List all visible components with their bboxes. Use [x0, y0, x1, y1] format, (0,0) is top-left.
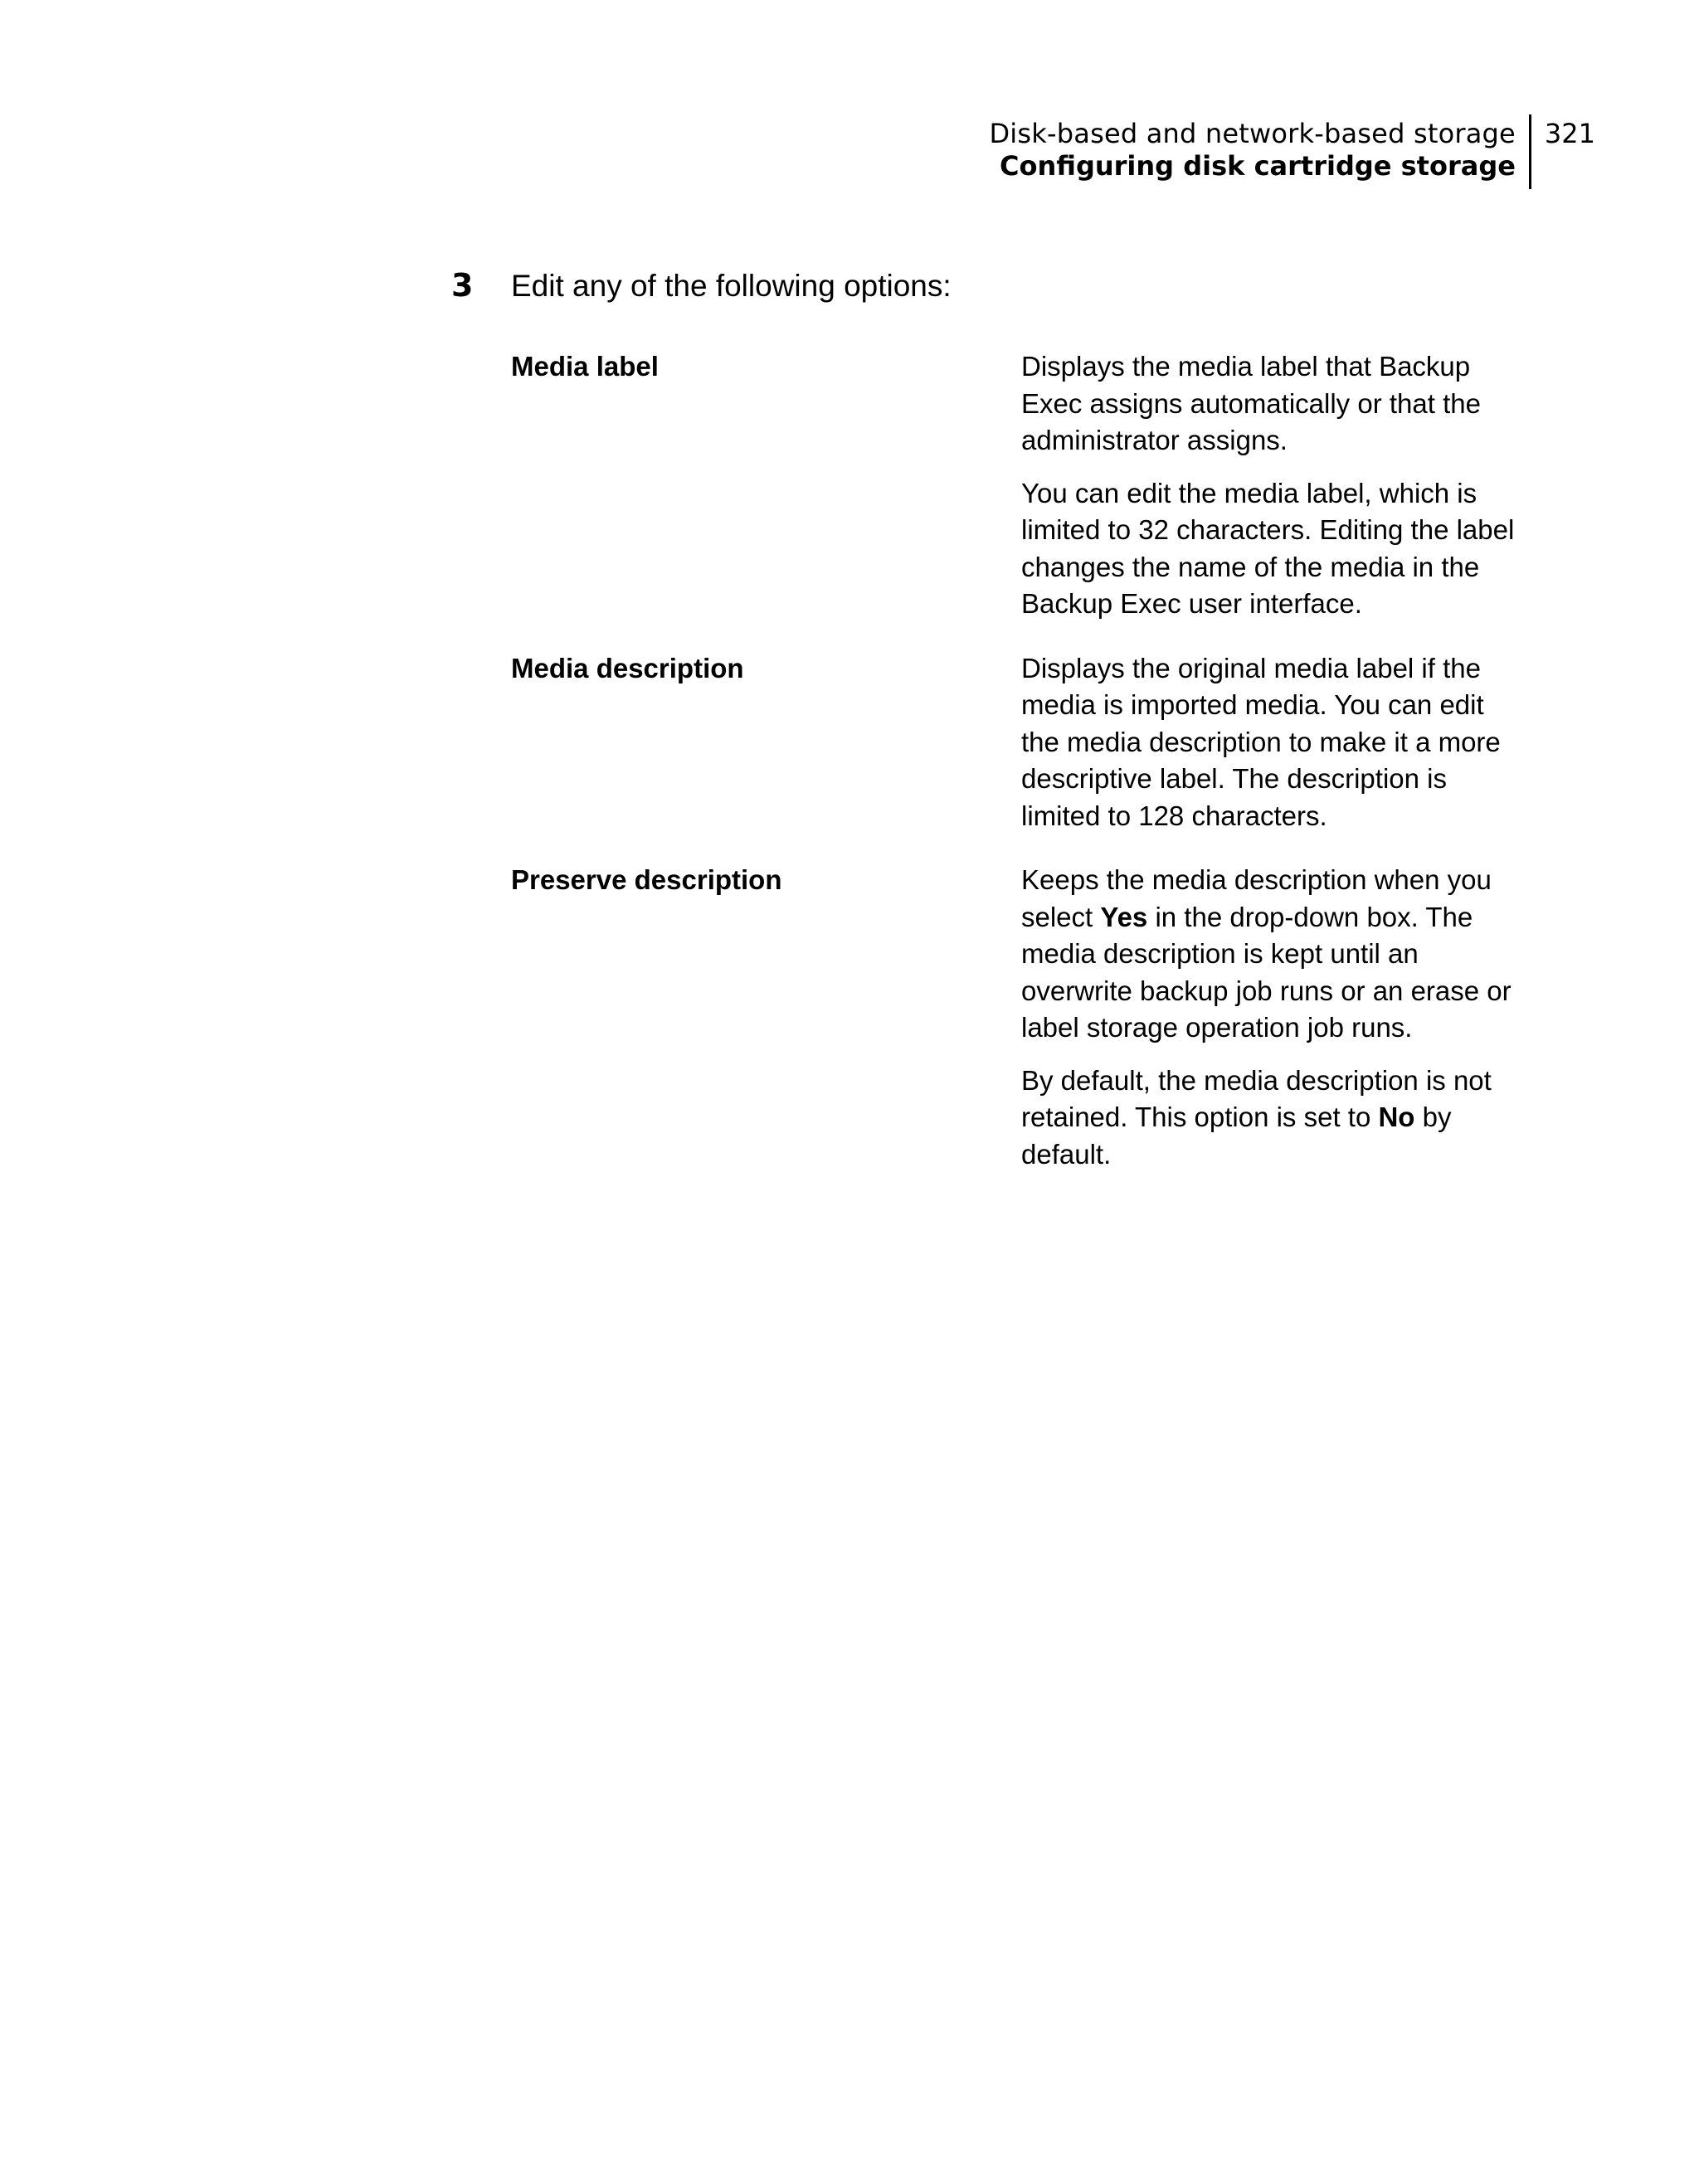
- description-paragraph: [1021, 650, 1523, 835]
- text-run: You can edit the media label, which is limited to 32 characters. Editing the label changes the name of the media in the Backup Exec user interface.: [1021, 477, 1515, 619]
- text-run: in the drop-down box. The media description is kept until an overwrite backup job runs or an erase or label storage operation job runs.: [1021, 901, 1512, 1043]
- step-3: [451, 267, 952, 304]
- text-run: by default.: [1021, 1102, 1452, 1170]
- text-run: Keeps the media description when you select: [1021, 864, 1492, 932]
- text-run: By default, the media description is not retained. This option is set to: [1021, 1064, 1492, 1132]
- step-instruction: Edit any of the following options:: [511, 269, 952, 303]
- description-paragraph: [1021, 1063, 1523, 1174]
- description-paragraph: [1021, 475, 1523, 623]
- chapter-title: Disk-based and network-based storage: [989, 118, 1516, 149]
- step-number: 3: [451, 267, 474, 304]
- option-name: Preserve description: [511, 864, 782, 895]
- option-row: [511, 348, 1523, 623]
- page-number: 321: [1544, 118, 1595, 149]
- text-run: Displays the media label that Backup Exec assigns automatically or that the administrator assigns.: [1021, 351, 1481, 455]
- emphasized-term: No: [1378, 1102, 1415, 1132]
- option-description: [1021, 348, 1523, 623]
- section-title: Configuring disk cartridge storage: [999, 150, 1516, 182]
- options-table: [511, 348, 1523, 1200]
- text-run: Displays the original media label if the media is imported media. You can edit the media description to make it a more descriptive label. The description is limited to 128 characters.: [1021, 652, 1501, 831]
- running-header: [989, 114, 1595, 189]
- option-row: [511, 650, 1523, 835]
- option-description: [1021, 862, 1523, 1173]
- option-row: [511, 862, 1523, 1173]
- emphasized-term: Yes: [1100, 901, 1148, 932]
- header-titles: [989, 114, 1531, 189]
- description-paragraph: [1021, 862, 1523, 1047]
- description-paragraph: [1021, 348, 1523, 460]
- option-description: [1021, 650, 1523, 835]
- option-name: Media description: [511, 652, 744, 683]
- option-name: Media label: [511, 351, 659, 382]
